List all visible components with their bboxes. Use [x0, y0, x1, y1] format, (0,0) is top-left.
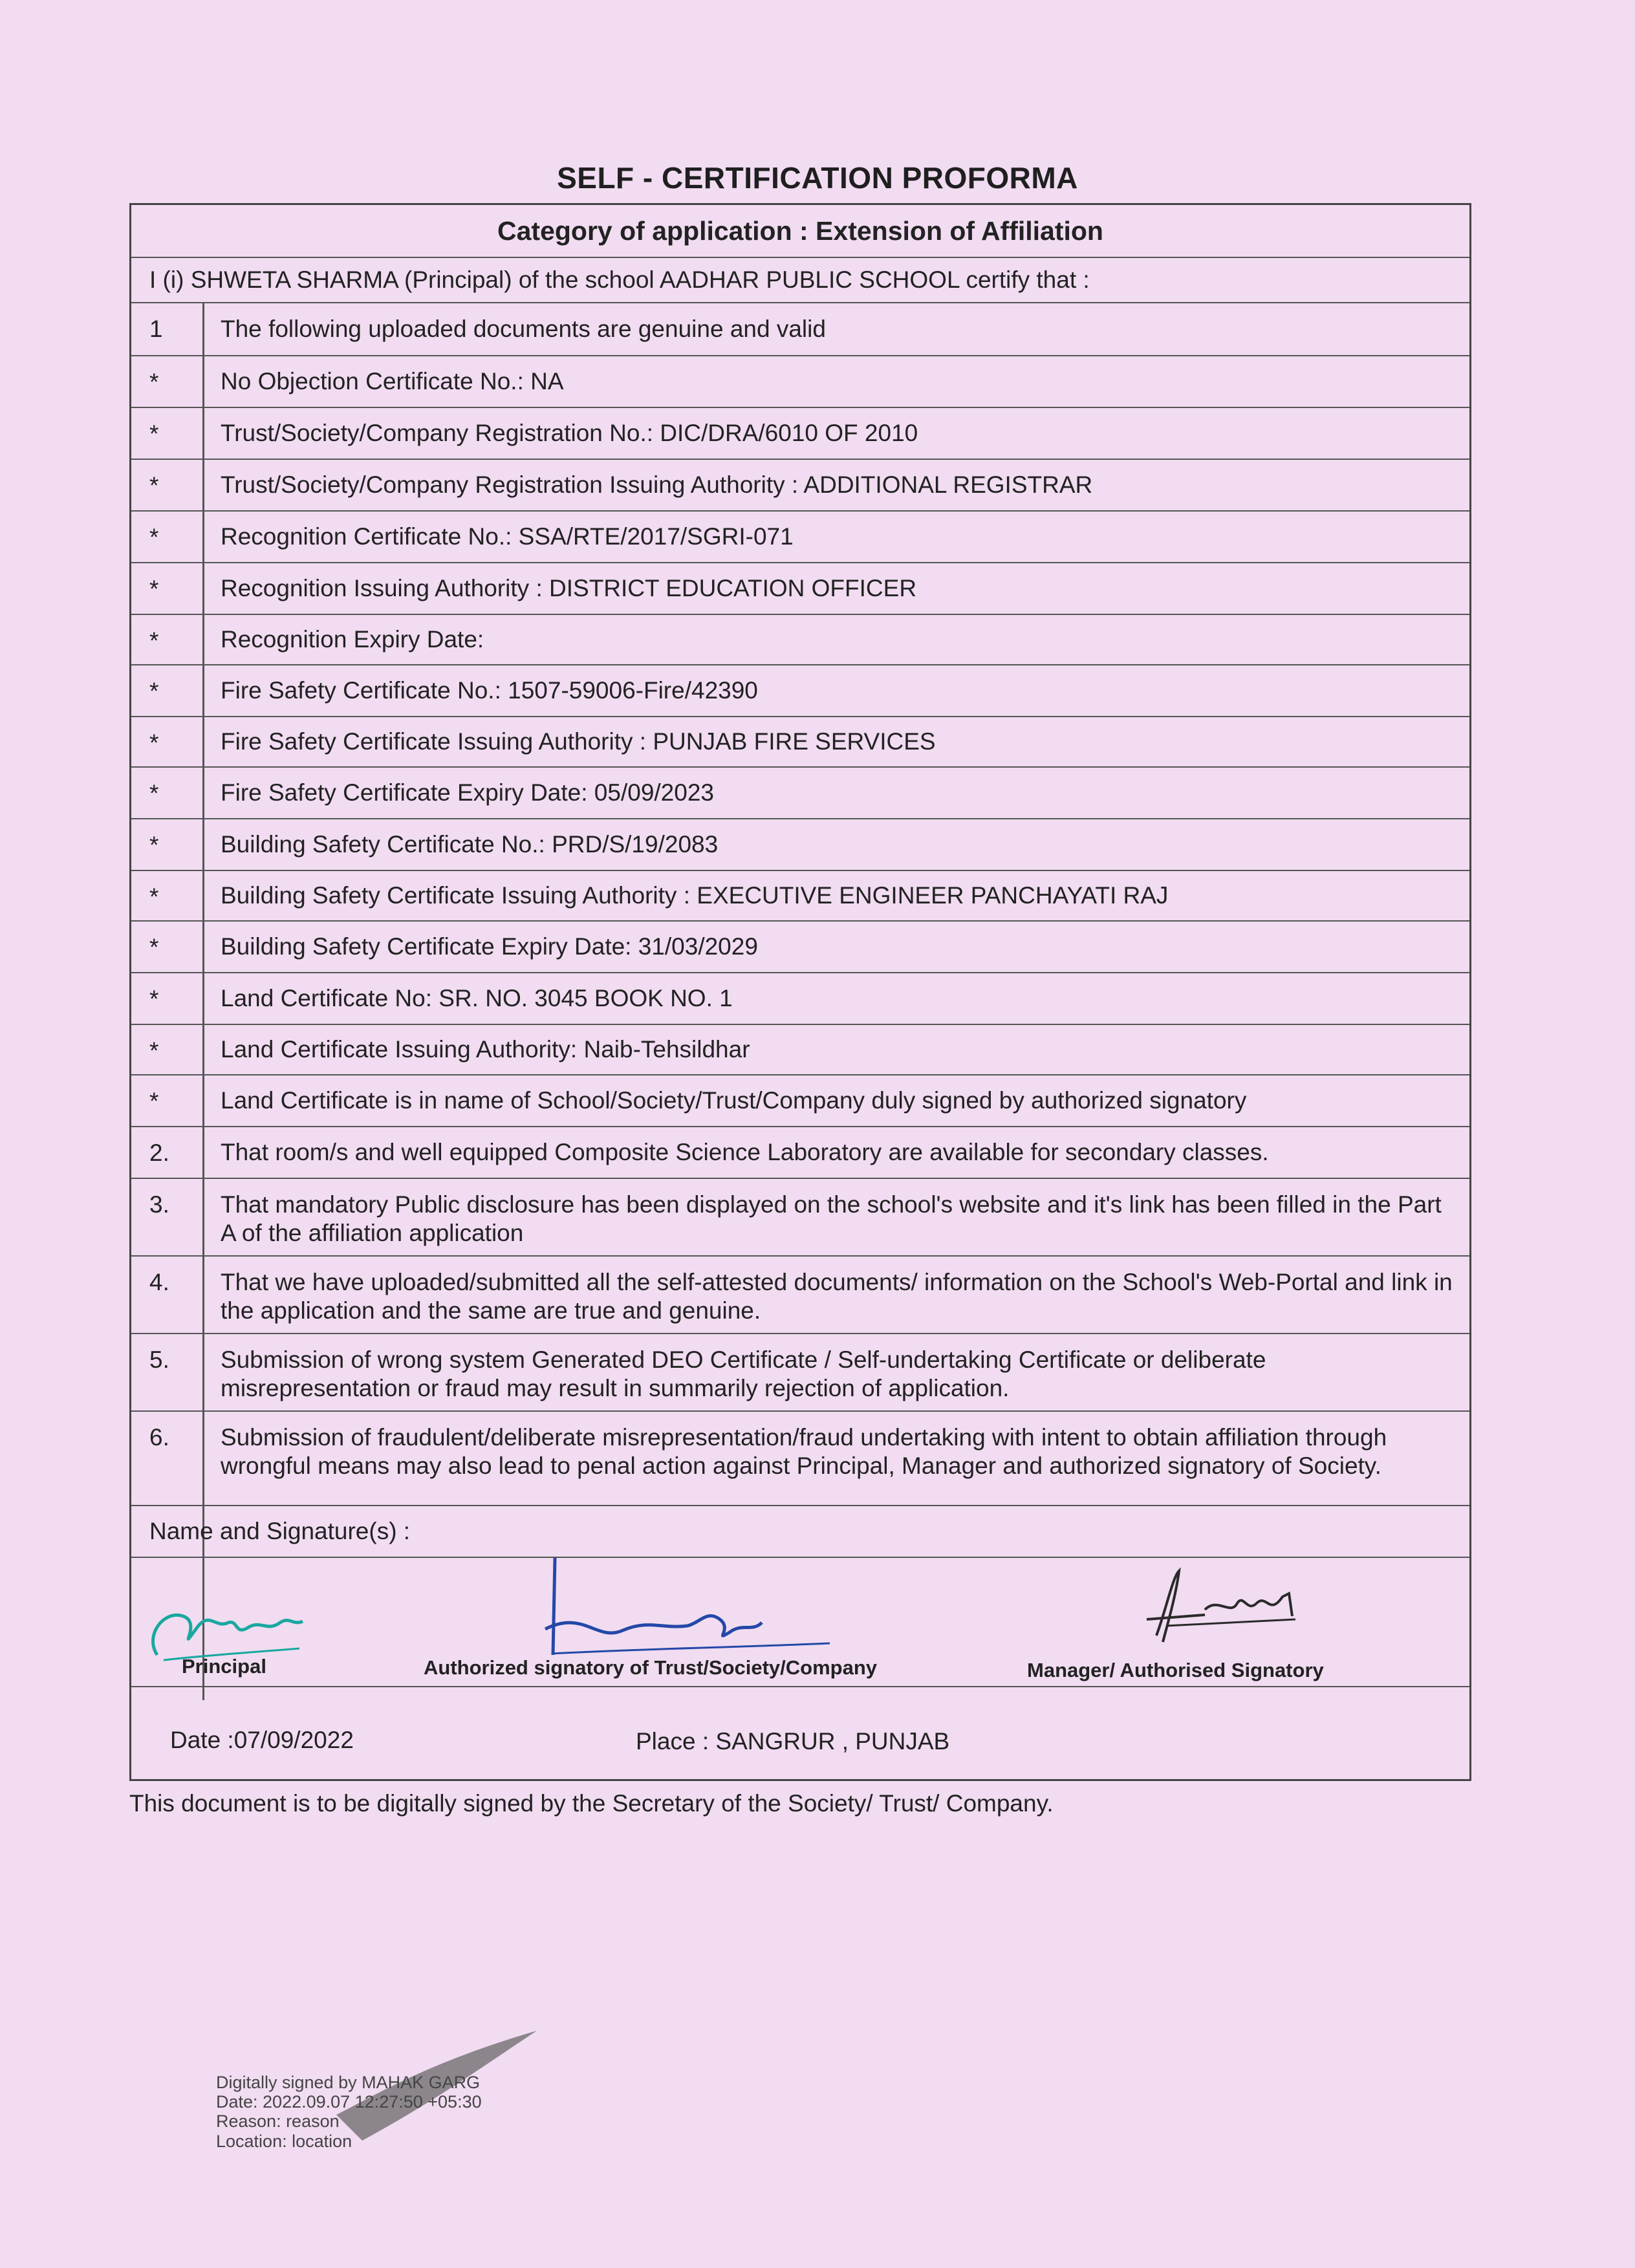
table-row — [131, 615, 1469, 665]
table-row — [131, 460, 1469, 512]
row-number: * — [149, 729, 159, 756]
row-text: No Objection Certificate No.: NA — [221, 368, 564, 395]
signatures-row — [131, 1558, 1469, 1687]
digital-signature-date: Date: 2022.09.07 12:27:50 +05:30 — [216, 2092, 482, 2112]
table-row — [131, 1334, 1469, 1412]
row-text: Land Certificate No: SR. NO. 3045 BOOK NO. 1 — [221, 985, 733, 1012]
row-number: * — [149, 1088, 159, 1114]
row-number: * — [149, 883, 159, 910]
row-number: * — [149, 678, 159, 704]
row-text: Recognition Certificate No.: SSA/RTE/2017/SGRI-071 — [221, 523, 794, 550]
row-text: Fire Safety Certificate Issuing Authority : PUNJAB FIRE SERVICES — [221, 728, 936, 755]
table-row — [131, 1179, 1469, 1257]
row-text: Recognition Issuing Authority : DISTRICT EDUCATION OFFICER — [221, 575, 917, 602]
row-text: Submission of wrong system Generated DEO Certificate / Self-undertaking Certificate or deliberate misrepresentation or fraud may result in summarily rejection of application. — [221, 1346, 1266, 1401]
row-text: Fire Safety Certificate Expiry Date: 05/09/2023 — [221, 779, 714, 806]
principal-label: Principal — [182, 1655, 266, 1678]
document-title: SELF - CERTIFICATION PROFORMA — [557, 161, 1078, 195]
signatures-label: Name and Signature(s) : — [149, 1518, 411, 1545]
row-text: Recognition Expiry Date: — [221, 626, 484, 653]
digital-signature-block — [216, 2073, 482, 2151]
row-number: * — [149, 472, 159, 499]
table-row — [131, 563, 1469, 615]
proforma-table — [129, 203, 1471, 1781]
row-text: That we have uploaded/submitted all the self-attested documents/ information on the School's Web-Portal and link in the application and the same are true and genuine. — [221, 1269, 1453, 1324]
row-text: Building Safety Certificate Expiry Date: 31/03/2029 — [221, 933, 758, 960]
table-row — [131, 973, 1469, 1025]
row-text: Building Safety Certificate Issuing Authority : EXECUTIVE ENGINEER PANCHAYATI RAJ — [221, 882, 1169, 909]
authorized-signatory-label: Authorized signatory of Trust/Society/Company — [424, 1656, 878, 1679]
row-text: That mandatory Public disclosure has been displayed on the school's website and it's link has been filled in the Part A of the affiliation application — [221, 1191, 1442, 1246]
digital-signature-location: Location: location — [216, 2131, 352, 2151]
table-row — [131, 922, 1469, 973]
table-row — [131, 871, 1469, 922]
row-text: That room/s and well equipped Composite Science Laboratory are available for secondary classes. — [221, 1139, 1269, 1166]
row-text: Trust/Society/Company Registration No.: DIC/DRA/6010 OF 2010 — [221, 420, 918, 447]
row-number: * — [149, 627, 159, 654]
row-number: 6. — [149, 1424, 169, 1451]
date-text: Date :07/09/2022 — [170, 1727, 354, 1753]
row-text: Trust/Society/Company Registration Issuing Authority : ADDITIONAL REGISTRAR — [221, 471, 1093, 499]
row-text: Land Certificate Issuing Authority: Naib-Tehsildhar — [221, 1036, 750, 1063]
table-row — [131, 768, 1469, 819]
declaration-text: I (i) SHWETA SHARMA (Principal) of the school AADHAR PUBLIC SCHOOL certify that : — [149, 266, 1090, 294]
table-row — [131, 1025, 1469, 1075]
row-number: * — [149, 420, 159, 447]
table-row — [131, 1075, 1469, 1127]
row-text: Submission of fraudulent/deliberate misrepresentation/fraud undertaking with intent to obtain affiliation through wrongful means may also lead to penal action against Principal, Manager and authorized signatory of Society. — [221, 1424, 1387, 1479]
table-row — [131, 665, 1469, 717]
row-text: Land Certificate is in name of School/Society/Trust/Company duly signed by authorized signatory — [221, 1087, 1247, 1114]
manager-signature — [1147, 1571, 1292, 1642]
category-text: Category of application : Extension of Affiliation — [497, 215, 1103, 246]
principal-signature — [153, 1615, 303, 1655]
row-number: * — [149, 1037, 159, 1064]
row-number: 2. — [149, 1139, 169, 1166]
row-number: 1 — [149, 316, 163, 342]
table-row — [131, 1127, 1469, 1179]
digital-signature-reason: Reason: reason — [216, 2111, 340, 2132]
table-row — [131, 512, 1469, 563]
footer-note: This document is to be digitally signed by the Secretary of the Society/ Trust/ Company. — [129, 1790, 1054, 1817]
row-number: * — [149, 524, 159, 550]
table-row — [131, 1257, 1469, 1334]
authorized-signature — [545, 1558, 762, 1655]
row-number: * — [149, 576, 159, 602]
row-number: * — [149, 934, 159, 960]
row-text: Building Safety Certificate No.: PRD/S/19/2083 — [221, 831, 719, 858]
date-place-row — [131, 1687, 1469, 1781]
row-number: * — [149, 832, 159, 858]
authorized-signature-underline — [552, 1643, 830, 1654]
table-row — [131, 717, 1469, 768]
digital-signature-signer: Digitally signed by MAHAK GARG — [216, 2073, 481, 2092]
row-number: 3. — [149, 1191, 169, 1218]
row-number: 5. — [149, 1346, 169, 1373]
manager-signatory-label: Manager/ Authorised Signatory — [1027, 1659, 1324, 1681]
row-number: 4. — [149, 1269, 169, 1295]
category-row — [131, 205, 1469, 258]
row-text: Fire Safety Certificate No.: 1507-59006-Fire/42390 — [221, 677, 758, 704]
table-row — [131, 819, 1469, 871]
table-row — [131, 408, 1469, 460]
row-number: * — [149, 369, 159, 395]
row-number: * — [149, 780, 159, 806]
row-text: The following uploaded documents are genuine and valid — [221, 316, 826, 343]
declaration-row — [131, 258, 1469, 303]
signatures-label-row — [131, 1506, 1469, 1558]
manager-signature-underline — [1166, 1619, 1295, 1626]
table-row — [131, 356, 1469, 408]
table-row — [131, 303, 1469, 356]
row-number: * — [149, 986, 159, 1012]
table-row — [131, 1412, 1469, 1506]
place-text: Place : SANGRUR , PUNJAB — [636, 1728, 950, 1755]
